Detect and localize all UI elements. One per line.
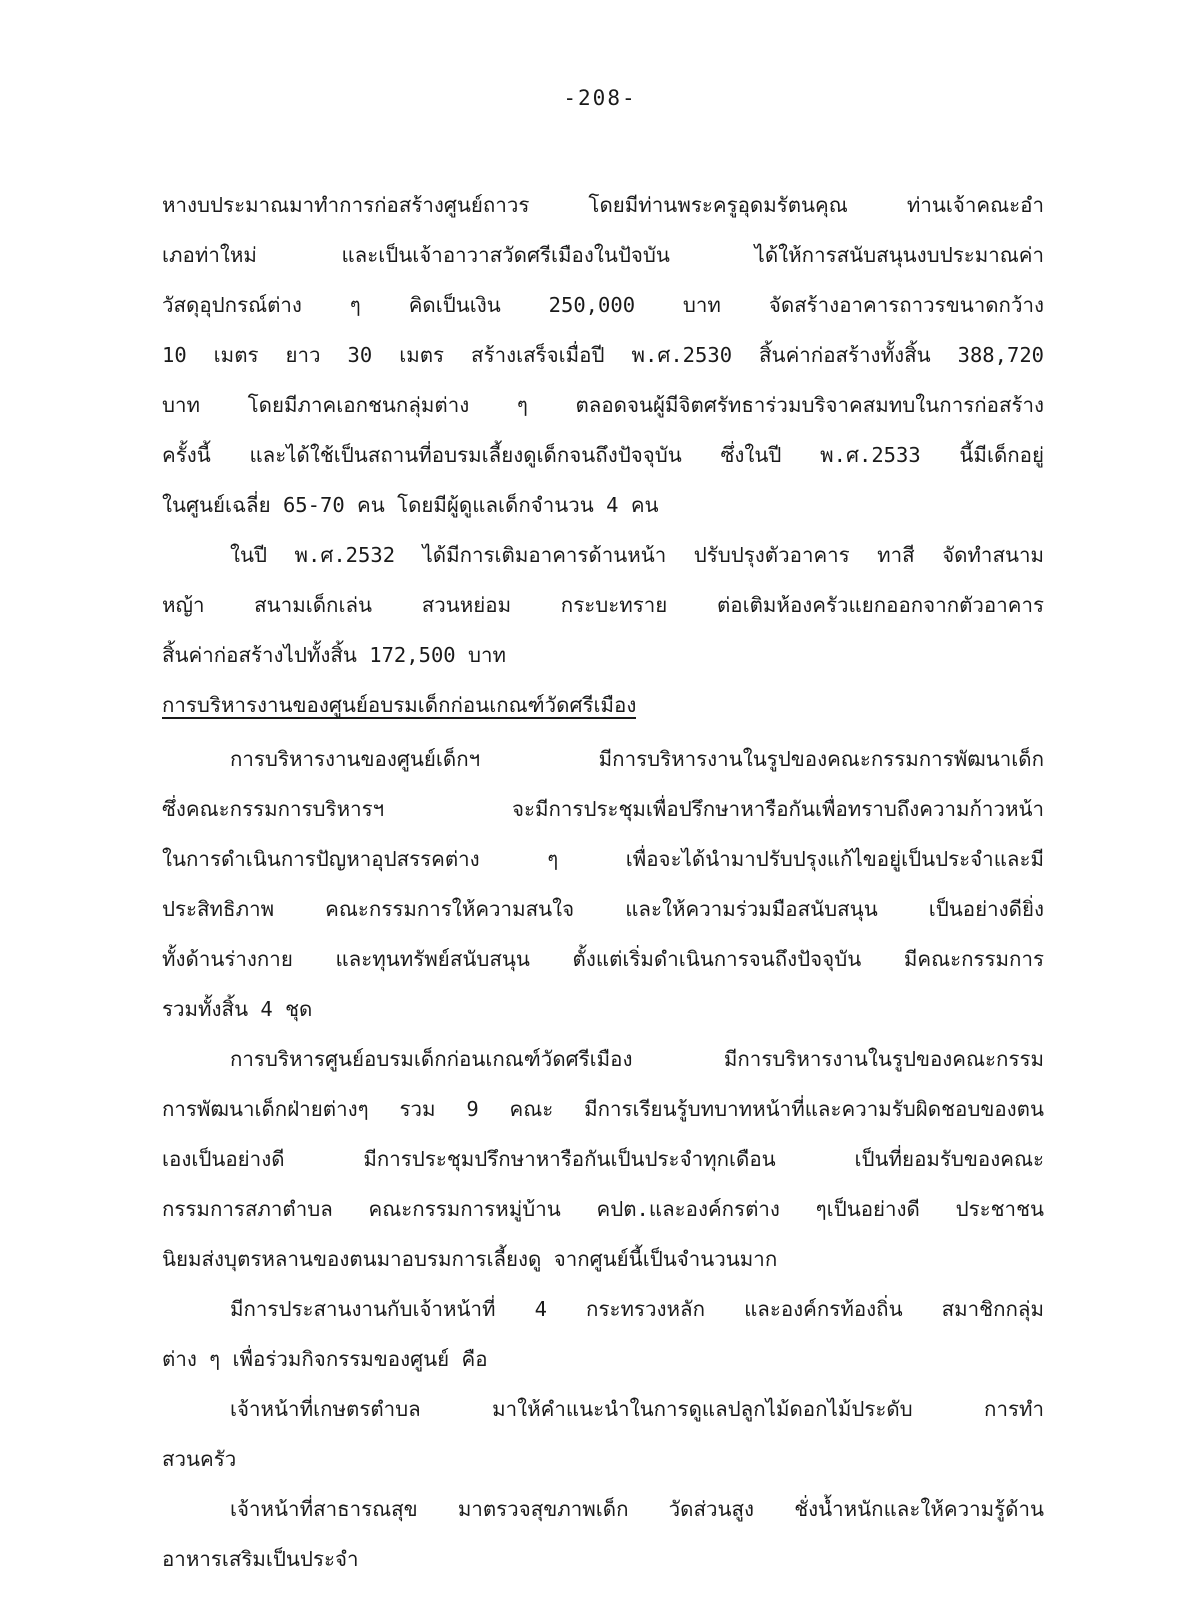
text-line: บาท โดยมีภาคเอกชนกลุ่มต่าง ๆ ตลอดจนผู้มีจิตศรัทธาร่วมบริจาคสมทบในการก่อสร้าง	[162, 393, 1044, 417]
text-line: เจ้าหน้าที่สาธารณสุข มาตรวจสุขภาพเด็ก วัดส่วนสูง ชั่งน้ำหนักและให้ความรู้ด้าน	[230, 1497, 1044, 1521]
text-line: หญ้า สนามเด็กเล่น สวนหย่อม กระบะทราย ต่อเติมห้องครัวแยกออกจากตัวอาคาร	[162, 593, 1044, 617]
text-line: ต่าง ๆ เพื่อร่วมกิจกรรมของศูนย์ คือ	[162, 1347, 488, 1371]
text-line: ในศูนย์เฉลี่ย 65-70 คน โดยมีผู้ดูแลเด็กจำนวน 4 คน	[162, 493, 659, 517]
text-line: สวนครัว	[162, 1447, 237, 1471]
text-line: รวมทั้งสิ้น 4 ชุด	[162, 997, 313, 1021]
section-heading: การบริหารงานของศูนย์อบรมเด็กก่อนเกณฑ์วัดศรีเมือง	[162, 693, 637, 717]
text-line: การบริหารศูนย์อบรมเด็กก่อนเกณฑ์วัดศรีเมือง มีการบริหารงานในรูปของคณะกรรม	[230, 1047, 1044, 1071]
text-line: ในการดำเนินการปัญหาอุปสรรคต่าง ๆ เพื่อจะได้นำมาปรับปรุงแก้ไขอยู่เป็นประจำและมี	[162, 847, 1044, 871]
text-line: นิยมส่งบุตรหลานของตนมาอบรมการเลี้ยงดู จากศูนย์นี้เป็นจำนวนมาก	[162, 1247, 778, 1271]
text-line: การพัฒนาเด็กฝ่ายต่างๆ รวม 9 คณะ มีการเรียนรู้บทบาทหน้าที่และความรับผิดชอบของตน	[162, 1097, 1044, 1121]
text-line: ครั้งนี้ และได้ใช้เป็นสถานที่อบรมเลี้ยงดูเด็กจนถึงปัจจุบัน ซึ่งในปี พ.ศ.2533 นี้มีเด็กอยู่	[162, 443, 1044, 467]
page-number: -208-	[563, 86, 637, 110]
text-line: เจ้าหน้าที่เกษตรตำบล มาให้คำแนะนำในการดูแลปลูกไม้ดอกไม้ประดับ การทำ	[230, 1397, 1044, 1421]
text-line: ในปี พ.ศ.2532 ได้มีการเติมอาคารด้านหน้า ปรับปรุงตัวอาคาร ทาสี จัดทำสนาม	[230, 543, 1044, 567]
text-line: การบริหารงานของศูนย์เด็กฯ มีการบริหารงานในรูปของคณะกรรมการพัฒนาเด็ก	[230, 747, 1044, 771]
text-line: สิ้นค่าก่อสร้างไปทั้งสิ้น 172,500 บาท	[162, 643, 507, 667]
text-line: เองเป็นอย่างดี มีการประชุมปรึกษาหารือกันเป็นประจำทุกเดือน เป็นที่ยอมรับของคณะ	[162, 1147, 1044, 1171]
text-line: อาหารเสริมเป็นประจำ	[162, 1547, 359, 1571]
text-line: ทั้งด้านร่างกาย และทุนทรัพย์สนับสนุน ตั้งแต่เริ่มดำเนินการจนถึงปัจจุบัน มีคณะกรรมการ	[162, 947, 1044, 971]
text-line: ซึ่งคณะกรรมการบริหารฯ จะมีการประชุมเพื่อปรึกษาหารือกันเพื่อทราบถึงความก้าวหน้า	[162, 797, 1044, 821]
text-line: เภอท่าใหม่ และเป็นเจ้าอาวาสวัดศรีเมืองในปัจบัน ได้ให้การสนับสนุนงบประมาณค่า	[162, 243, 1044, 267]
text-line: มีการประสานงานกับเจ้าหน้าที่ 4 กระทรวงหลัก และองค์กรท้องถิ่น สมาชิกกลุ่ม	[230, 1297, 1044, 1321]
text-line: 10 เมตร ยาว 30 เมตร สร้างเสร็จเมื่อปี พ.ศ.2530 สิ้นค่าก่อสร้างทั้งสิ้น 388,720	[162, 343, 1044, 367]
text-line: กรรมการสภาตำบล คณะกรรมการหมู่บ้าน คปต.และองค์กรต่าง ๆเป็นอย่างดี ประชาชน	[162, 1197, 1044, 1221]
body-text	[162, 180, 1044, 1584]
text-line: วัสดุอุปกรณ์ต่าง ๆ คิดเป็นเงิน 250,000 บาท จัดสร้างอาคารถาวรขนาดกว้าง	[162, 293, 1044, 317]
text-line: ประสิทธิภาพ คณะกรรมการให้ความสนใจ และให้ความร่วมมือสนับสนุน เป็นอย่างดียิ่ง	[162, 897, 1044, 921]
text-line: หางบประมาณมาทำการก่อสร้างศูนย์ถาวร โดยมีท่านพระครูอุดมรัตนคุณ ท่านเจ้าคณะอำ	[162, 193, 1044, 217]
